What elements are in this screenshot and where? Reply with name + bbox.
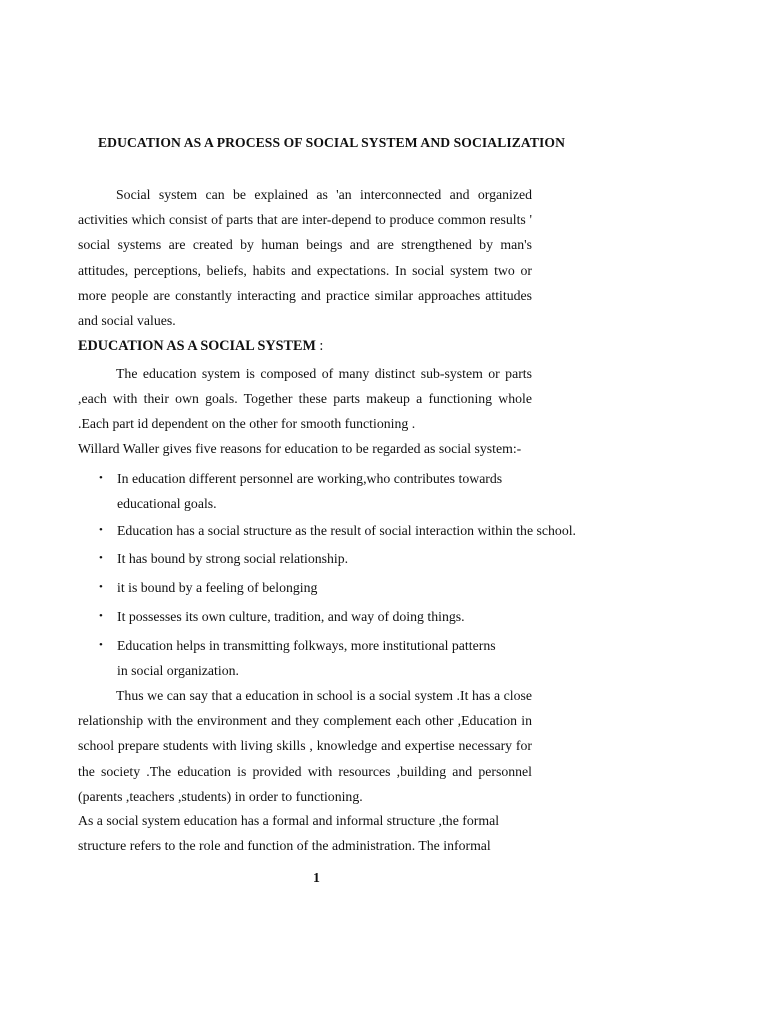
list-item-line: educational goals. <box>117 496 217 511</box>
bullet-glyph: • <box>99 552 103 564</box>
list-item: It has bound by strong social relationship. <box>117 551 349 566</box>
list-item: it is bound by a feeling of belonging <box>117 580 318 595</box>
list-item-line: in social organization. <box>117 663 239 678</box>
bullet-glyph: • <box>99 472 103 484</box>
section-heading-suffix: : <box>315 338 324 354</box>
page-number: 1 <box>313 870 320 885</box>
bullet-glyph: • <box>99 581 103 593</box>
list-item-line: In education different personnel are working,who contributes towards <box>117 471 503 486</box>
bullet-glyph: • <box>99 610 103 622</box>
list-item: It possesses its own culture, tradition, and way of doing things. <box>117 609 465 624</box>
list-item <box>117 633 496 683</box>
paragraph-education-system: The education system is composed of many distinct sub-system or parts ,each with their own goals. Together these parts makeup a functioning whole .Each part id dependent on the other for smooth functioning . <box>78 366 532 432</box>
paragraph-social-system-definition: Social system can be explained as 'an interconnected and organized activities which consist of parts that are inter-depend to produce common results ' social systems are created by human beings and are strengthened by man's attitudes, perceptions, beliefs, habits and expectations. In social system two or more people are constantly interacting and practice similar approaches attitudes and social values. <box>78 187 532 329</box>
document-title: EDUCATION AS A PROCESS OF SOCIAL SYSTEM AND SOCIALIZATION <box>98 135 565 150</box>
list-item: Education has a social structure as the result of social interaction within the school. <box>117 523 576 538</box>
bullet-glyph: • <box>99 639 103 651</box>
list-item-line: Education helps in transmitting folkways, more institutional patterns <box>117 638 496 653</box>
paragraph-conclusion: Thus we can say that a education in school is a social system .It has a close relationship with the environment and they complement each other ,Education in school prepare students with living skills , knowledge and expertise necessary for the society .The education is provided with resources ,building and personnel (parents ,teachers ,students) in order to functioning. <box>78 688 532 804</box>
list-item <box>117 466 502 516</box>
paragraph-structure-line: As a social system education has a formal and informal structure ,the formal <box>78 813 500 828</box>
section-heading <box>78 338 323 355</box>
section-heading-text: EDUCATION AS A SOCIAL SYSTEM <box>78 338 316 354</box>
paragraph-structure-line: structure refers to the role and function of the administration. The informal <box>78 838 491 853</box>
bullet-glyph: • <box>99 524 103 536</box>
willard-waller-intro: Willard Waller gives five reasons for education to be regarded as social system:- <box>78 441 522 456</box>
